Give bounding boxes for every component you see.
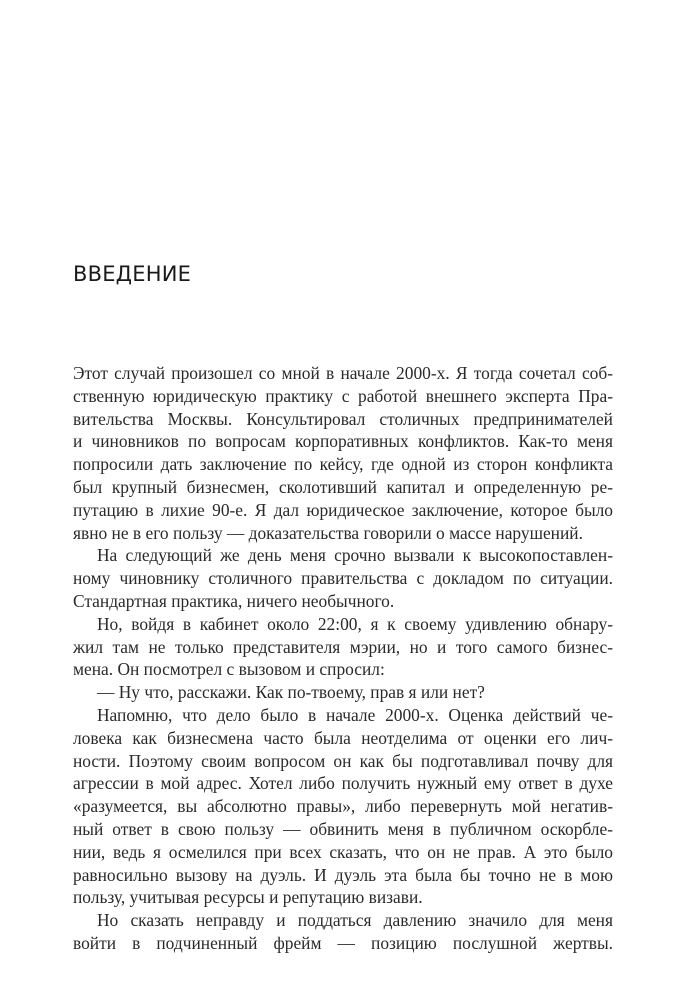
text-line: ловека как бизнесмена часто была неотделима от оценки его лич- [73, 727, 613, 748]
body-text [73, 362, 613, 955]
text-line: явно не в его пользу — доказательства говорили о массе нарушений. [73, 522, 583, 543]
chapter-title: ВВЕДЕНИЕ [73, 262, 192, 286]
text-line: ному чиновнику столичного правительства с докладом по ситуации. [73, 568, 613, 589]
text-line: был крупный бизнесмен, сколотивший капитал и определенную ре- [73, 476, 613, 497]
text-line: и чиновников по вопросам корпоративных конфликтов. Как-то меня [73, 431, 613, 452]
text-line: — Ну что, расскажи. Как по-твоему, прав я или нет? [97, 682, 485, 703]
text-line: Этот случай произошел со мной в начале 2000-х. Я тогда сочетал соб- [73, 363, 613, 383]
text-line: мена. Он посмотрел с вызовом и спросил: [73, 659, 385, 680]
text-line: Но, войдя в кабинет около 22:00, я к своему удивлению обнару- [97, 613, 613, 634]
text-line: путацию в лихие 90-е. Я дал юридическое заключение, которое было [73, 499, 613, 520]
text-line: ственную юридическую практику с работой внешнего эксперта Пра- [73, 385, 613, 406]
text-line: войти в подчиненный фрейм — позицию послушной жертвы. [73, 932, 613, 953]
text-line: На следующий же день меня срочно вызвали к высокопоставлен- [97, 545, 613, 566]
text-line: Напомню, что дело было в начале 2000-х. Оценка действий че- [97, 704, 613, 725]
text-line: ности. Поэтому своим вопросом он как бы подготавливал почву для [73, 750, 613, 771]
text-line: равносильно вызову на дуэль. И дуэль эта была бы точно не в мою [73, 864, 613, 885]
text-line: вительства Москвы. Консультировал столичных предпринимателей [73, 408, 613, 429]
text-line: ный ответ в свою пользу — обвинить меня в публичном оскорбле- [73, 818, 613, 839]
text-line: пользу, учитывая ресурсы и репутацию визави. [73, 887, 423, 908]
text-line: «разумеется, вы абсолютно правы», либо перевернуть мой негатив- [73, 796, 613, 817]
text-line: Стандартная практика, ничего необычного. [73, 590, 395, 611]
text-line: агрессии в мой адрес. Хотел либо получить нужный ему ответ в духе [73, 773, 613, 794]
text-line: попросили дать заключение по кейсу, где одной из сторон конфликта [73, 454, 613, 475]
text-line: Но сказать неправду и поддаться давлению значило для меня [97, 910, 613, 931]
text-line: нии, ведь я осмелился при всех сказать, что он не прав. А это было [73, 841, 613, 862]
text-line: жил там не только представителя мэрии, но и того самого бизнес- [73, 636, 613, 657]
